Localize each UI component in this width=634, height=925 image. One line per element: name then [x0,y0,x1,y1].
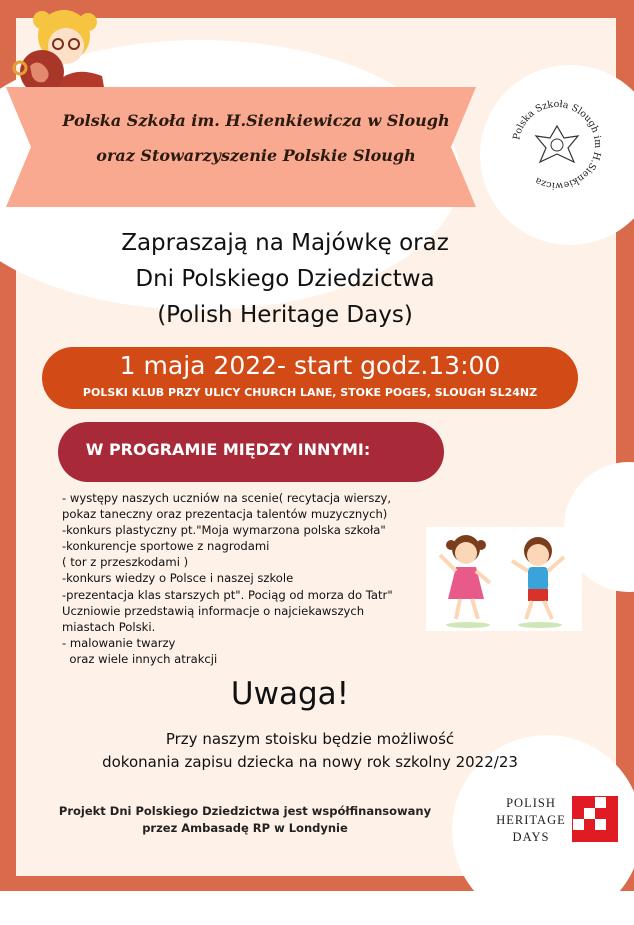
program-line: miastach Polski. [62,619,156,634]
headline-line-1: Zapraszają na Majówkę oraz [121,230,449,256]
program-line: - malowanie twarzy [62,635,176,650]
program-line: - występy naszych uczniów na scenie( recytacja wierszy, [62,491,392,505]
phd-logo-line-1: POLISH [506,796,556,810]
program-list [62,490,432,667]
program-line: -prezentacja klas starszych pt". Pociąg od morza do Tatr" [62,587,393,602]
headline-line-3: (Polish Heritage Days) [157,302,413,328]
dancing-kids-illustration [426,527,582,631]
banner-association-name: oraz Stowarzyszenie Polskie Slough [96,146,416,165]
program-line: ( tor z przeszkodami ) [62,555,189,570]
heritage-checker-logo-icon [572,796,620,844]
notice-line-2: dokonania zapisu dziecka na nowy rok szkolny 2022/23 [102,753,518,771]
program-line: -konkurencje sportowe z nagrodami [62,539,270,554]
notice-line-1: Przy naszym stoisku będzie możliwość [165,730,455,748]
funding-line-2: przez Ambasadę RP w Londynie [142,821,348,835]
program-line: -konkurs plastyczny pt."Moja wymarzona polska szkoła" [62,523,386,538]
funding-line-1: Projekt Dni Polskiego Dziedzictwa jest współfinansowany [58,804,432,818]
phd-logo-line-3: DAYS [512,830,550,844]
banner-school-name: Polska Szkoła im. H.Sienkiewicza w Slough [62,111,450,130]
headline-line-2: Dni Polskiego Dziedzictwa [135,266,435,292]
program-line: oraz wiele innych atrakcji [62,651,218,666]
school-seal-logo [504,92,610,198]
program-line: pokaz taneczny oraz prezentacja talentów muzycznych) [62,507,388,522]
event-date: 1 maja 2022- start godz.13:00 [119,351,501,380]
event-venue: POLSKI KLUB PRZY ULICY CHURCH LANE, STOKE POGES, SLOUGH SL24NZ [82,386,538,399]
program-heading: W PROGRAMIE MIĘDZY INNYMI: [85,440,371,459]
program-line: Uczniowie przedstawią informacje o najciekawszych [62,603,365,618]
phd-logo-line-2: HERITAGE [496,813,566,827]
notice-heading: Uwaga! [230,676,350,712]
svg-text:Polska Szkoła Slough im H.Sien: Polska Szkoła Slough im H.Sienkiewicza [511,98,604,192]
program-line: -konkurs wiedzy o Polsce i naszej szkole [62,571,294,586]
